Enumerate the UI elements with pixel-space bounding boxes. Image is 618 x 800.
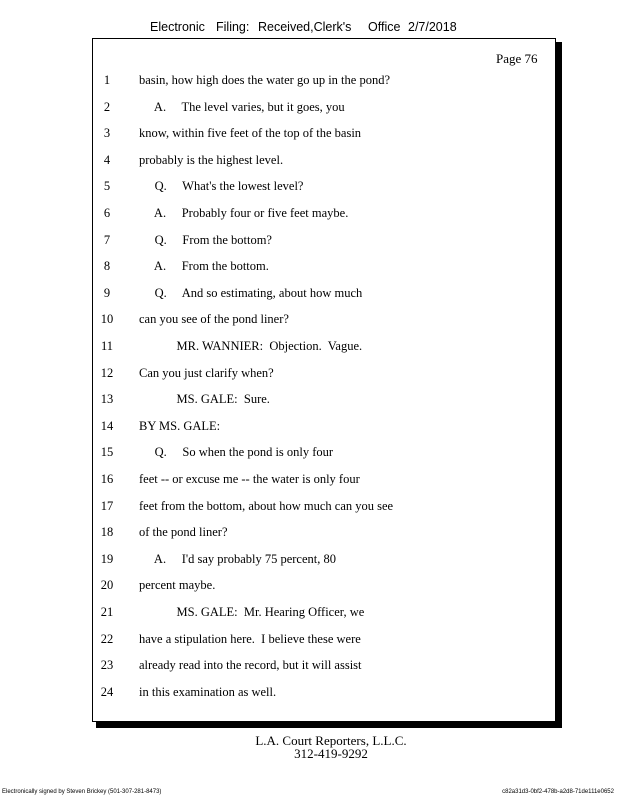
line-text: BY MS. GALE: <box>139 418 221 433</box>
reporter-company: L.A. Court Reporters, L.L.C. <box>255 733 407 748</box>
line-number: 20 <box>100 578 114 593</box>
filing-word-electronic: Electronic <box>150 20 205 34</box>
line-text: feet -- or excuse me -- the water is only four <box>139 472 360 486</box>
line-text: MR. WANNIER: Objection. Vague. <box>139 339 363 353</box>
line-number: 18 <box>100 525 114 540</box>
line-number: 1 <box>103 73 111 87</box>
document-id: c82a31d3-0bf2-478b-a2d8-71de111e0652 <box>502 789 614 795</box>
line-text: A. Probably four or five feet maybe. <box>139 206 349 220</box>
line-number: 5 <box>103 179 111 194</box>
line-number: 23 <box>100 658 114 673</box>
line-number: 6 <box>103 206 111 220</box>
line-number: 12 <box>100 365 114 380</box>
line-number: 11 <box>100 339 114 353</box>
line-number: 24 <box>100 684 114 699</box>
line-text: know, within five feet of the top of the basin <box>139 126 362 141</box>
line-text: of the pond liner? <box>139 525 228 540</box>
line-number: 13 <box>100 392 114 407</box>
line-number: 4 <box>103 152 111 167</box>
line-number: 3 <box>103 126 111 141</box>
page-number: Page 76 <box>496 51 538 66</box>
filing-word-office: Office <box>368 20 401 34</box>
line-text: can you see of the pond liner? <box>139 312 289 327</box>
line-text: Q. So when the pond is only four <box>139 445 334 460</box>
line-text: percent maybe. <box>139 578 216 593</box>
line-number: 22 <box>100 631 114 646</box>
line-text: A. The level varies, but it goes, you <box>139 99 345 114</box>
line-text: A. I'd say probably 75 percent, 80 <box>139 551 337 566</box>
line-number: 17 <box>100 498 114 513</box>
line-text: MS. GALE: Sure. <box>139 392 270 407</box>
line-text: Q. And so estimating, about how much <box>139 285 363 300</box>
line-text: probably is the highest level. <box>139 152 284 167</box>
line-text: Can you just clarify when? <box>139 365 274 380</box>
filing-word-filing: Filing: <box>216 20 250 34</box>
line-text: A. From the bottom. <box>139 259 269 274</box>
line-text: already read into the record, but it will assist <box>139 658 362 673</box>
line-number: 9 <box>103 285 111 300</box>
line-number: 14 <box>100 418 114 433</box>
line-text: Q. What's the lowest level? <box>139 179 304 194</box>
line-text: in this examination as well. <box>139 684 277 699</box>
line-text: basin, how high does the water go up in the pond? <box>139 73 390 87</box>
line-text: Q. From the bottom? <box>139 232 272 247</box>
line-text: feet from the bottom, about how much can you see <box>139 498 394 513</box>
line-text: have a stipulation here. I believe these were <box>139 631 361 646</box>
line-text: MS. GALE: Mr. Hearing Officer, we <box>139 605 365 619</box>
line-number: 19 <box>100 551 114 566</box>
line-number: 10 <box>100 312 114 327</box>
electronic-signature: Electronically signed by Steven Brickey (501-307-281-8473) <box>2 789 162 795</box>
reporter-phone: 312-419-9292 <box>294 746 368 761</box>
line-number: 16 <box>100 472 114 486</box>
line-number: 15 <box>100 445 114 460</box>
line-number: 8 <box>103 259 111 274</box>
line-number: 7 <box>103 232 111 247</box>
line-number: 2 <box>103 99 111 114</box>
filing-word-received: Received,Clerk's <box>258 20 352 34</box>
filing-date: 2/7/2018 <box>408 20 457 34</box>
line-number: 21 <box>100 605 114 619</box>
